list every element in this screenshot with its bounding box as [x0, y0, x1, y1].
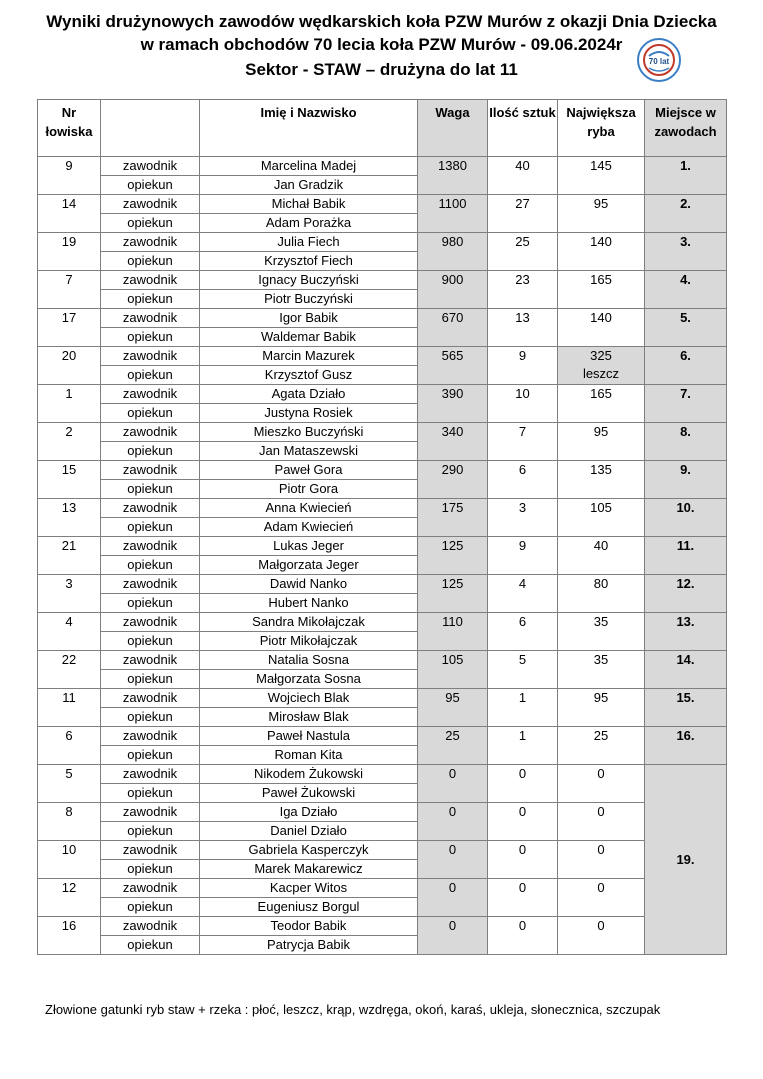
role-cell: opiekun: [101, 176, 200, 195]
stand-number: 3: [38, 575, 101, 613]
count-cell: 9: [488, 347, 558, 385]
table-row: [38, 917, 727, 936]
biggest-fish-cell: 95: [558, 195, 645, 233]
biggest-fish-cell: 135: [558, 461, 645, 499]
guardian-name: Waldemar Babik: [200, 328, 418, 347]
count-cell: 4: [488, 575, 558, 613]
role-cell: opiekun: [101, 670, 200, 689]
role-cell: zawodnik: [101, 689, 200, 708]
guardian-name: Adam Kwiecień: [200, 518, 418, 537]
table-row: [38, 841, 727, 860]
table-row: [38, 347, 727, 366]
table-row: [38, 271, 727, 290]
guardian-name: Adam Porażka: [200, 214, 418, 233]
stand-number: 8: [38, 803, 101, 841]
role-cell: opiekun: [101, 556, 200, 575]
table-row: [38, 461, 727, 480]
title-line-3: Sektor - STAW – drużyna do lat 11: [245, 60, 518, 79]
guardian-name: Hubert Nanko: [200, 594, 418, 613]
count-cell: 10: [488, 385, 558, 423]
role-cell: zawodnik: [101, 879, 200, 898]
role-cell: zawodnik: [101, 613, 200, 632]
table-row: [38, 195, 727, 214]
competitor-name: Michał Babik: [200, 195, 418, 214]
place-cell: 15.: [645, 689, 727, 727]
count-cell: 27: [488, 195, 558, 233]
guardian-name: Małgorzata Jeger: [200, 556, 418, 575]
competitor-name: Sandra Mikołajczak: [200, 613, 418, 632]
stand-number: 19: [38, 233, 101, 271]
competitor-name: Lukas Jeger: [200, 537, 418, 556]
logo-center-text: 70 lat: [648, 57, 670, 66]
stand-number: 2: [38, 423, 101, 461]
role-cell: zawodnik: [101, 499, 200, 518]
count-cell: 9: [488, 537, 558, 575]
weight-cell: 900: [418, 271, 488, 309]
role-cell: opiekun: [101, 480, 200, 499]
role-cell: zawodnik: [101, 917, 200, 936]
weight-cell: 290: [418, 461, 488, 499]
role-cell: opiekun: [101, 936, 200, 955]
biggest-fish-cell: 165: [558, 385, 645, 423]
count-cell: 3: [488, 499, 558, 537]
table-row: [38, 689, 727, 708]
weight-cell: 0: [418, 803, 488, 841]
footer-note: Złowione gatunki ryb staw + rzeka : płoć, leszcz, krąp, wzdręga, okoń, karaś, ukleja, słonecznica, szczupak: [45, 1002, 661, 1017]
biggest-fish-cell: 0: [558, 879, 645, 917]
role-cell: zawodnik: [101, 803, 200, 822]
table-row: [38, 385, 727, 404]
weight-cell: 25: [418, 727, 488, 765]
competitor-name: Marcelina Madej: [200, 157, 418, 176]
competitor-name: Teodor Babik: [200, 917, 418, 936]
count-cell: 0: [488, 803, 558, 841]
role-cell: zawodnik: [101, 271, 200, 290]
biggest-fish-cell: 95: [558, 423, 645, 461]
biggest-fish-cell: 80: [558, 575, 645, 613]
table-row: [38, 803, 727, 822]
role-cell: zawodnik: [101, 651, 200, 670]
competitor-name: Nikodem Żukowski: [200, 765, 418, 784]
competitor-name: Natalia Sosna: [200, 651, 418, 670]
role-cell: zawodnik: [101, 157, 200, 176]
count-cell: 6: [488, 613, 558, 651]
place-cell: 12.: [645, 575, 727, 613]
role-cell: opiekun: [101, 594, 200, 613]
role-cell: zawodnik: [101, 423, 200, 442]
stand-number: 10: [38, 841, 101, 879]
role-cell: opiekun: [101, 822, 200, 841]
competitor-name: Agata Działo: [200, 385, 418, 404]
biggest-fish-value: 325: [590, 348, 612, 363]
table-row: [38, 157, 727, 176]
weight-cell: 670: [418, 309, 488, 347]
role-cell: opiekun: [101, 898, 200, 917]
stand-number: 5: [38, 765, 101, 803]
table-row: [38, 727, 727, 746]
competitor-name: Marcin Mazurek: [200, 347, 418, 366]
club-logo-icon: [637, 38, 681, 82]
guardian-name: Piotr Buczyński: [200, 290, 418, 309]
weight-cell: 1380: [418, 157, 488, 195]
biggest-fish-cell: 95: [558, 689, 645, 727]
stand-number: 16: [38, 917, 101, 955]
count-cell: 40: [488, 157, 558, 195]
weight-cell: 1100: [418, 195, 488, 233]
competitor-name: Ignacy Buczyński: [200, 271, 418, 290]
competitor-name: Mieszko Buczyński: [200, 423, 418, 442]
role-cell: opiekun: [101, 708, 200, 727]
table-row: [38, 765, 727, 784]
stand-number: 13: [38, 499, 101, 537]
biggest-fish-cell: 40: [558, 537, 645, 575]
guardian-name: Krzysztof Gusz: [200, 366, 418, 385]
place-cell: 1.: [645, 157, 727, 195]
count-cell: 1: [488, 727, 558, 765]
place-cell: 9.: [645, 461, 727, 499]
biggest-fish-cell: [558, 347, 645, 385]
role-cell: zawodnik: [101, 309, 200, 328]
stand-number: 20: [38, 347, 101, 385]
competitor-name: Paweł Gora: [200, 461, 418, 480]
table-row: [38, 233, 727, 252]
guardian-name: Paweł Żukowski: [200, 784, 418, 803]
role-cell: zawodnik: [101, 385, 200, 404]
count-cell: 23: [488, 271, 558, 309]
title-line-1: Wyniki drużynowych zawodów wędkarskich koła PZW Murów z okazji Dnia Dziecka: [46, 12, 717, 31]
guardian-name: Piotr Gora: [200, 480, 418, 499]
role-cell: opiekun: [101, 860, 200, 879]
count-cell: 7: [488, 423, 558, 461]
place-cell: 7.: [645, 385, 727, 423]
table-row: [38, 613, 727, 632]
guardian-name: Jan Gradzik: [200, 176, 418, 195]
guardian-name: Jan Mataszewski: [200, 442, 418, 461]
stand-number: 11: [38, 689, 101, 727]
guardian-name: Mirosław Blak: [200, 708, 418, 727]
table-row: [38, 309, 727, 328]
table-row: [38, 499, 727, 518]
role-cell: opiekun: [101, 784, 200, 803]
role-cell: opiekun: [101, 632, 200, 651]
weight-cell: 125: [418, 537, 488, 575]
place-cell: 5.: [645, 309, 727, 347]
competitor-name: Dawid Nanko: [200, 575, 418, 594]
stand-number: 6: [38, 727, 101, 765]
role-cell: zawodnik: [101, 195, 200, 214]
stand-number: 17: [38, 309, 101, 347]
results-table: [37, 99, 727, 955]
role-cell: zawodnik: [101, 461, 200, 480]
role-cell: opiekun: [101, 404, 200, 423]
guardian-name: Krzysztof Fiech: [200, 252, 418, 271]
guardian-name: Roman Kita: [200, 746, 418, 765]
stand-number: 14: [38, 195, 101, 233]
col-header-nr: Nr łowiska: [38, 100, 101, 157]
count-cell: 0: [488, 841, 558, 879]
col-header-biggest: Największa ryba: [558, 100, 645, 157]
competitor-name: Igor Babik: [200, 309, 418, 328]
competitor-name: Paweł Nastula: [200, 727, 418, 746]
role-cell: zawodnik: [101, 575, 200, 594]
biggest-fish-cell: 145: [558, 157, 645, 195]
biggest-fish-cell: 25: [558, 727, 645, 765]
col-header-count: Ilość sztuk: [488, 100, 558, 157]
stand-number: 21: [38, 537, 101, 575]
table-row: [38, 575, 727, 594]
col-header-name: Imię i Nazwisko: [200, 100, 418, 157]
title-line-2: w ramach obchodów 70 lecia koła PZW Murów - 09.06.2024r: [140, 35, 623, 54]
role-cell: zawodnik: [101, 727, 200, 746]
stand-number: 22: [38, 651, 101, 689]
table-row: [38, 537, 727, 556]
place-cell: 11.: [645, 537, 727, 575]
weight-cell: 175: [418, 499, 488, 537]
count-cell: 6: [488, 461, 558, 499]
competitor-name: Julia Fiech: [200, 233, 418, 252]
weight-cell: 125: [418, 575, 488, 613]
weight-cell: 0: [418, 765, 488, 803]
biggest-fish-cell: 35: [558, 651, 645, 689]
count-cell: 0: [488, 879, 558, 917]
weight-cell: 110: [418, 613, 488, 651]
weight-cell: 0: [418, 841, 488, 879]
biggest-fish-cell: 140: [558, 309, 645, 347]
role-cell: zawodnik: [101, 233, 200, 252]
weight-cell: 105: [418, 651, 488, 689]
biggest-fish-cell: 0: [558, 841, 645, 879]
results-body: [38, 157, 727, 955]
guardian-name: Piotr Mikołajczak: [200, 632, 418, 651]
guardian-name: Małgorzata Sosna: [200, 670, 418, 689]
role-cell: zawodnik: [101, 347, 200, 366]
stand-number: 15: [38, 461, 101, 499]
biggest-fish-cell: 0: [558, 803, 645, 841]
biggest-fish-cell: 165: [558, 271, 645, 309]
count-cell: 0: [488, 765, 558, 803]
guardian-name: Justyna Rosiek: [200, 404, 418, 423]
role-cell: zawodnik: [101, 765, 200, 784]
count-cell: 25: [488, 233, 558, 271]
role-cell: zawodnik: [101, 537, 200, 556]
weight-cell: 980: [418, 233, 488, 271]
stand-number: 9: [38, 157, 101, 195]
weight-cell: 95: [418, 689, 488, 727]
place-cell: 13.: [645, 613, 727, 651]
guardian-name: Daniel Działo: [200, 822, 418, 841]
role-cell: opiekun: [101, 442, 200, 461]
role-cell: opiekun: [101, 214, 200, 233]
guardian-name: Eugeniusz Borgul: [200, 898, 418, 917]
table-row: [38, 651, 727, 670]
table-row: [38, 879, 727, 898]
guardian-name: Patrycja Babik: [200, 936, 418, 955]
competitor-name: Wojciech Blak: [200, 689, 418, 708]
weight-cell: 340: [418, 423, 488, 461]
role-cell: opiekun: [101, 252, 200, 271]
biggest-fish-species: leszcz: [582, 366, 620, 381]
biggest-fish-cell: 0: [558, 917, 645, 955]
count-cell: 1: [488, 689, 558, 727]
place-cell: 6.: [645, 347, 727, 385]
stand-number: 12: [38, 879, 101, 917]
role-cell: opiekun: [101, 328, 200, 347]
stand-number: 1: [38, 385, 101, 423]
biggest-fish-cell: 140: [558, 233, 645, 271]
place-cell: 2.: [645, 195, 727, 233]
place-cell: 10.: [645, 499, 727, 537]
col-header-weight: Waga: [418, 100, 488, 157]
place-cell: 16.: [645, 727, 727, 765]
competitor-name: Gabriela Kasperczyk: [200, 841, 418, 860]
table-row: [38, 423, 727, 442]
role-cell: opiekun: [101, 746, 200, 765]
weight-cell: 0: [418, 917, 488, 955]
competitor-name: Iga Działo: [200, 803, 418, 822]
col-header-role: [101, 100, 200, 157]
count-cell: 5: [488, 651, 558, 689]
col-header-place: Miejsce w zawodach: [645, 100, 727, 157]
weight-cell: 565: [418, 347, 488, 385]
competitor-name: Anna Kwiecień: [200, 499, 418, 518]
place-cell-shared: 19.: [645, 765, 727, 955]
biggest-fish-cell: 35: [558, 613, 645, 651]
stand-number: 7: [38, 271, 101, 309]
competitor-name: Kacper Witos: [200, 879, 418, 898]
place-cell: 14.: [645, 651, 727, 689]
count-cell: 13: [488, 309, 558, 347]
place-cell: 3.: [645, 233, 727, 271]
role-cell: opiekun: [101, 366, 200, 385]
guardian-name: Marek Makarewicz: [200, 860, 418, 879]
weight-cell: 0: [418, 879, 488, 917]
biggest-fish-cell: 0: [558, 765, 645, 803]
role-cell: opiekun: [101, 518, 200, 537]
role-cell: zawodnik: [101, 841, 200, 860]
stand-number: 4: [38, 613, 101, 651]
role-cell: opiekun: [101, 290, 200, 309]
biggest-fish-cell: 105: [558, 499, 645, 537]
count-cell: 0: [488, 917, 558, 955]
place-cell: 4.: [645, 271, 727, 309]
weight-cell: 390: [418, 385, 488, 423]
place-cell: 8.: [645, 423, 727, 461]
